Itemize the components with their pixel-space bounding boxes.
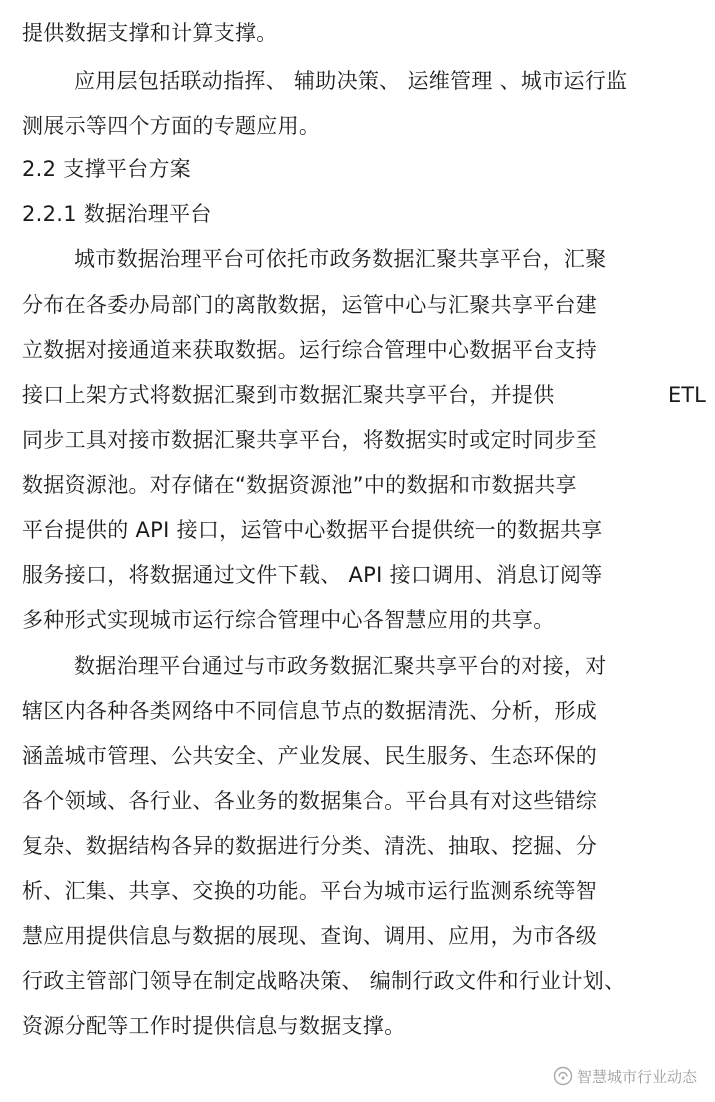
text-line: 数据治理平台通过与市政务数据汇聚共享平台的对接，对 [74,654,607,678]
text-line: 复杂、数据结构各异的数据进行分类、清洗、抽取、挖掘、分 [22,834,598,858]
text-line: 立数据对接通道来获取数据。运行综合管理中心数据平台支持 [22,338,598,362]
wechat-official-account-icon [553,1066,573,1086]
text-line: 数据资源池。对存储在“数据资源池”中的数据和市数据共享 [22,473,577,497]
text-line: 服务接口，将数据通过文件下载、 API 接口调用、消息订阅等 [22,563,603,587]
text-line: 资源分配等工作时提供信息与数据支撑。 [22,1014,406,1038]
text-line: 提供数据支撑和计算支撑。 [22,21,278,45]
text-line: 应用层包括联动指挥、 辅助决策、 运维管理 、城市运行监 [74,69,628,93]
text-line: 多种形式实现城市运行综合管理中心各智慧应用的共享。 [22,608,555,632]
text-line: 2.2.1 数据治理平台 [22,202,212,226]
text-line: 析、汇集、共享、交换的功能。平台为城市运行监测系统等智 [22,879,598,903]
watermark [553,1064,697,1088]
text-line: 涵盖城市管理、公共安全、产业发展、民生服务、生态环保的 [22,744,598,768]
watermark-text: 智慧城市行业动态 [576,1067,697,1086]
text-line: 接口上架方式将数据汇聚到市数据汇聚共享平台，并提供 [22,383,555,407]
text-line: 分布在各委办局部门的离散数据，运管中心与汇聚共享平台建 [22,293,598,317]
text-line: 测展示等四个方面的专题应用。 [22,114,321,138]
text-line: 2.2 支撑平台方案 [22,157,192,181]
text-line: 各个领域、各行业、各业务的数据集合。平台具有对这些错综 [22,789,598,813]
etl-label: ETL [668,383,706,407]
text-line: 行政主管部门领导在制定战略决策、 编制行政文件和行业计划、 [22,969,626,993]
text-line: 辖区内各种各类网络中不同信息节点的数据清洗、分析，形成 [22,699,598,723]
text-line: 平台提供的 API 接口，运管中心数据平台提供统一的数据共享 [22,518,603,542]
text-line: 城市数据治理平台可依托市政务数据汇聚共享平台，汇聚 [74,247,607,271]
text-line: 同步工具对接市数据汇聚共享平台，将数据实时或定时同步至 [22,428,598,452]
text-line: 慧应用提供信息与数据的展现、查询、调用、应用，为市各级 [22,924,598,948]
